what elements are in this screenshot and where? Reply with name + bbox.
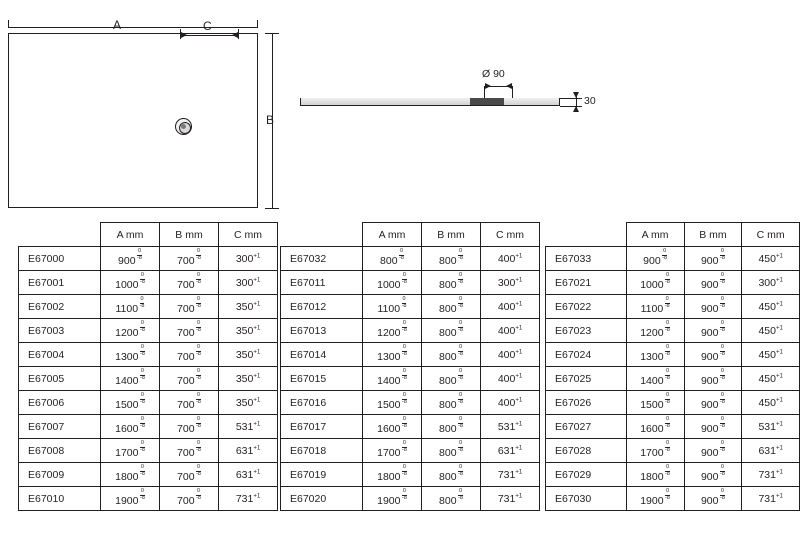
table-header-row: [281, 223, 540, 247]
dim-c-cell: $450^{+1}$: [742, 367, 800, 391]
thickness-arrow-top: [573, 92, 579, 98]
dim-b-cell: 800 $\frac{0}{-8}$: [422, 343, 481, 367]
product-code-cell: E67024: [546, 343, 627, 367]
product-code-cell: E67002: [19, 295, 101, 319]
table-b900: [545, 222, 800, 511]
dim-a-cell: 1300 $\frac{0}{-8}$: [101, 343, 160, 367]
product-code-cell: E67009: [19, 463, 101, 487]
thickness-label: 30: [584, 95, 596, 107]
table-row: [19, 247, 278, 271]
dim-b-cell: 900 $\frac{0}{-8}$: [684, 247, 742, 271]
product-code-cell: E67026: [546, 391, 627, 415]
dim-a-cell: 1200 $\frac{0}{-8}$: [363, 319, 422, 343]
dim-a-cell: 1800 $\frac{0}{-8}$: [101, 463, 160, 487]
table-row: [281, 295, 540, 319]
dim-b-cell: 900 $\frac{0}{-8}$: [684, 487, 742, 511]
table-row: [19, 343, 278, 367]
product-code-cell: E67001: [19, 271, 101, 295]
table-row: [546, 295, 800, 319]
table-row: [546, 247, 800, 271]
table-header-cell: B mm: [684, 223, 742, 247]
dim-c-cell: $731^{+1}$: [742, 487, 800, 511]
dim-c-ext-left: [180, 29, 181, 39]
table-row: [19, 295, 278, 319]
table-row: [19, 415, 278, 439]
diameter-ext-right: [512, 86, 513, 98]
dim-a-cell: 1300 $\frac{0}{-8}$: [626, 343, 684, 367]
dim-c-cell: $350^{+1}$: [219, 367, 278, 391]
dim-a-cell: 1300 $\frac{0}{-8}$: [363, 343, 422, 367]
dim-a-cell: 1600 $\frac{0}{-8}$: [363, 415, 422, 439]
dim-b-cell: 800 $\frac{0}{-8}$: [422, 295, 481, 319]
table-header-row: [19, 223, 278, 247]
dim-b-cell: 900 $\frac{0}{-8}$: [684, 439, 742, 463]
dim-a-cell: 1000 $\frac{0}{-8}$: [363, 271, 422, 295]
product-code-cell: E67022: [546, 295, 627, 319]
dim-b-cell: 700 $\frac{0}{-8}$: [160, 487, 219, 511]
dim-a-cell: 1500 $\frac{0}{-8}$: [363, 391, 422, 415]
product-code-cell: E67003: [19, 319, 101, 343]
dim-c-cell: $400^{+1}$: [481, 367, 540, 391]
table-header-cell: B mm: [160, 223, 219, 247]
product-code-cell: E67029: [546, 463, 627, 487]
product-code-cell: E67020: [281, 487, 363, 511]
dim-b-cell: 900 $\frac{0}{-8}$: [684, 343, 742, 367]
dim-b-cell: 700 $\frac{0}{-8}$: [160, 463, 219, 487]
product-code-cell: E67007: [19, 415, 101, 439]
dim-b-cell: 800 $\frac{0}{-8}$: [422, 271, 481, 295]
product-code-cell: E67021: [546, 271, 627, 295]
table-row: [281, 367, 540, 391]
dim-b-cell: 800 $\frac{0}{-8}$: [422, 439, 481, 463]
product-code-cell: E67030: [546, 487, 627, 511]
dim-a-cell: 1200 $\frac{0}{-8}$: [101, 319, 160, 343]
dim-c-cell: $300^{+1}$: [219, 247, 278, 271]
dim-b-cell: 900 $\frac{0}{-8}$: [684, 367, 742, 391]
table-row: [281, 271, 540, 295]
dim-a-cell: 1700 $\frac{0}{-8}$: [626, 439, 684, 463]
dim-a-cell: 1900 $\frac{0}{-8}$: [101, 487, 160, 511]
dim-c-cell: $450^{+1}$: [742, 391, 800, 415]
product-code-cell: E67015: [281, 367, 363, 391]
table-b800: [280, 222, 540, 511]
diameter-label: Ø 90: [482, 68, 505, 80]
dim-a-cell: 1400 $\frac{0}{-8}$: [626, 367, 684, 391]
dim-c-cell: $300^{+1}$: [742, 271, 800, 295]
dim-c-cell: $350^{+1}$: [219, 343, 278, 367]
table-header-cell: B mm: [422, 223, 481, 247]
dim-c-cell: $631^{+1}$: [481, 439, 540, 463]
dim-c-cell: $631^{+1}$: [219, 439, 278, 463]
dim-a-cell: 1800 $\frac{0}{-8}$: [363, 463, 422, 487]
product-code-cell: E67019: [281, 463, 363, 487]
product-code-cell: E67017: [281, 415, 363, 439]
dim-c-cell: $631^{+1}$: [219, 463, 278, 487]
shower-tray-outline: [8, 33, 258, 208]
dim-c-cell: $450^{+1}$: [742, 295, 800, 319]
table-header-cell: C mm: [742, 223, 800, 247]
product-code-cell: E67025: [546, 367, 627, 391]
table-row: [546, 439, 800, 463]
dim-c-label: C: [203, 19, 212, 33]
table-row: [19, 271, 278, 295]
dim-a-cell: 1100 $\frac{0}{-8}$: [363, 295, 422, 319]
table-row: [19, 487, 278, 511]
table-row: [546, 463, 800, 487]
table-row: [19, 367, 278, 391]
dim-c-cell: $450^{+1}$: [742, 343, 800, 367]
dim-c-cell: $531^{+1}$: [481, 415, 540, 439]
dim-c-cell: $400^{+1}$: [481, 391, 540, 415]
table-b700: [18, 222, 278, 511]
dim-c-cell: $300^{+1}$: [219, 271, 278, 295]
section-profile: [300, 90, 560, 112]
product-code-cell: E67027: [546, 415, 627, 439]
table-row: [281, 487, 540, 511]
thickness-ext-top: [560, 98, 582, 99]
dim-a-cell: 1000 $\frac{0}{-8}$: [101, 271, 160, 295]
dim-a-cell: 900 $\frac{0}{-8}$: [101, 247, 160, 271]
product-code-cell: E67012: [281, 295, 363, 319]
dim-c-cell: $400^{+1}$: [481, 319, 540, 343]
dim-a-tick-right: [257, 20, 258, 27]
table-row: [546, 271, 800, 295]
dim-b-cell: 700 $\frac{0}{-8}$: [160, 439, 219, 463]
dim-b-cell: 900 $\frac{0}{-8}$: [684, 295, 742, 319]
dim-b-cell: 800 $\frac{0}{-8}$: [422, 319, 481, 343]
table-header-blank: [281, 223, 363, 247]
table-row: [281, 343, 540, 367]
table-row: [546, 415, 800, 439]
table-header-cell: C mm: [219, 223, 278, 247]
dim-c-cell: $450^{+1}$: [742, 319, 800, 343]
dim-a-cell: 1600 $\frac{0}{-8}$: [101, 415, 160, 439]
dim-a-cell: 1400 $\frac{0}{-8}$: [101, 367, 160, 391]
product-code-cell: E67000: [19, 247, 101, 271]
dim-c-cell: $531^{+1}$: [742, 415, 800, 439]
dim-a-cell: 1100 $\frac{0}{-8}$: [101, 295, 160, 319]
dim-b-cell: 700 $\frac{0}{-8}$: [160, 343, 219, 367]
table-row: [281, 439, 540, 463]
dim-b-cell: 700 $\frac{0}{-8}$: [160, 367, 219, 391]
product-code-cell: E67033: [546, 247, 627, 271]
dim-b-cell: 700 $\frac{0}{-8}$: [160, 319, 219, 343]
dim-b-cell: 700 $\frac{0}{-8}$: [160, 391, 219, 415]
dim-c-cell: $300^{+1}$: [481, 271, 540, 295]
diameter-arrow-left: [485, 83, 491, 89]
dim-a-label: A: [113, 18, 122, 32]
dim-b-cell: 900 $\frac{0}{-8}$: [684, 391, 742, 415]
dim-a-tick-left: [8, 20, 9, 27]
dim-a-cell: 800 $\frac{0}{-8}$: [363, 247, 422, 271]
dim-b-cell: 900 $\frac{0}{-8}$: [684, 463, 742, 487]
dim-b-cell: 700 $\frac{0}{-8}$: [160, 295, 219, 319]
dim-b-cell: 700 $\frac{0}{-8}$: [160, 247, 219, 271]
table-row: [19, 463, 278, 487]
dim-c-cell: $450^{+1}$: [742, 247, 800, 271]
table-row: [281, 247, 540, 271]
dim-b-cell: 900 $\frac{0}{-8}$: [684, 415, 742, 439]
dim-a-cell: 1000 $\frac{0}{-8}$: [626, 271, 684, 295]
dim-c-cell: $400^{+1}$: [481, 295, 540, 319]
dim-c-cell: $731^{+1}$: [742, 463, 800, 487]
table-row: [546, 487, 800, 511]
table-row: [281, 415, 540, 439]
dim-b-tick-top: [265, 33, 279, 34]
dim-c-arrow-left: [181, 32, 187, 38]
dim-c-cell: $531^{+1}$: [219, 415, 278, 439]
table-row: [281, 391, 540, 415]
dim-c-cell: $731^{+1}$: [219, 487, 278, 511]
table-header-cell: C mm: [481, 223, 540, 247]
product-code-cell: E67023: [546, 319, 627, 343]
dim-c-cell: $350^{+1}$: [219, 295, 278, 319]
dim-b-cell: 800 $\frac{0}{-8}$: [422, 463, 481, 487]
product-code-cell: E67011: [281, 271, 363, 295]
dim-c-line: [180, 35, 238, 36]
dim-b-cell: 800 $\frac{0}{-8}$: [422, 367, 481, 391]
product-code-cell: E67010: [19, 487, 101, 511]
dim-b-cell: 800 $\frac{0}{-8}$: [422, 487, 481, 511]
dim-b-cell: 900 $\frac{0}{-8}$: [684, 271, 742, 295]
table-row: [19, 319, 278, 343]
table-row: [281, 463, 540, 487]
dim-b-cell: 800 $\frac{0}{-8}$: [422, 247, 481, 271]
product-code-cell: E67004: [19, 343, 101, 367]
dim-b-cell: 900 $\frac{0}{-8}$: [684, 319, 742, 343]
table-row: [281, 319, 540, 343]
dim-c-cell: $631^{+1}$: [742, 439, 800, 463]
dim-a-cell: 1700 $\frac{0}{-8}$: [363, 439, 422, 463]
product-code-cell: E67018: [281, 439, 363, 463]
thickness-arrow-bottom: [573, 106, 579, 112]
dim-b-label: B: [266, 113, 275, 127]
dim-c-cell: $731^{+1}$: [481, 487, 540, 511]
table-row: [19, 439, 278, 463]
product-code-cell: E67032: [281, 247, 363, 271]
dim-c-cell: $400^{+1}$: [481, 343, 540, 367]
product-code-cell: E67014: [281, 343, 363, 367]
dim-c-ext-right: [238, 29, 239, 39]
table-header-cell: A mm: [101, 223, 160, 247]
table-row: [546, 343, 800, 367]
dim-a-cell: 1900 $\frac{0}{-8}$: [363, 487, 422, 511]
table-row: [546, 367, 800, 391]
table-row: [546, 391, 800, 415]
product-code-cell: E67028: [546, 439, 627, 463]
dim-a-cell: 1200 $\frac{0}{-8}$: [626, 319, 684, 343]
table-header-blank: [546, 223, 627, 247]
table-row: [546, 319, 800, 343]
dim-b-tick-bottom: [265, 208, 279, 209]
dim-b-cell: 800 $\frac{0}{-8}$: [422, 391, 481, 415]
table-header-cell: A mm: [626, 223, 684, 247]
dim-a-cell: 1700 $\frac{0}{-8}$: [101, 439, 160, 463]
dim-c-cell: $400^{+1}$: [481, 247, 540, 271]
product-code-cell: E67008: [19, 439, 101, 463]
dim-c-cell: $350^{+1}$: [219, 391, 278, 415]
product-code-cell: E67005: [19, 367, 101, 391]
dim-b-cell: 700 $\frac{0}{-8}$: [160, 415, 219, 439]
dim-c-cell: $731^{+1}$: [481, 463, 540, 487]
dim-b-cell: 800 $\frac{0}{-8}$: [422, 415, 481, 439]
table-row: [19, 391, 278, 415]
product-code-cell: E67016: [281, 391, 363, 415]
dim-a-cell: 1600 $\frac{0}{-8}$: [626, 415, 684, 439]
table-header-blank: [19, 223, 101, 247]
product-code-cell: E67013: [281, 319, 363, 343]
dim-a-cell: 900 $\frac{0}{-8}$: [626, 247, 684, 271]
dim-a-cell: 1900 $\frac{0}{-8}$: [626, 487, 684, 511]
diameter-ext-left: [484, 86, 485, 98]
dim-a-line: [8, 27, 258, 28]
dim-a-cell: 1400 $\frac{0}{-8}$: [363, 367, 422, 391]
dim-a-cell: 1100 $\frac{0}{-8}$: [626, 295, 684, 319]
dim-b-cell: 700 $\frac{0}{-8}$: [160, 271, 219, 295]
dim-a-cell: 1500 $\frac{0}{-8}$: [626, 391, 684, 415]
product-code-cell: E67006: [19, 391, 101, 415]
table-header-row: [546, 223, 800, 247]
dim-a-cell: 1500 $\frac{0}{-8}$: [101, 391, 160, 415]
drain-outlet-icon: [175, 118, 192, 135]
table-header-cell: A mm: [363, 223, 422, 247]
dim-a-cell: 1800 $\frac{0}{-8}$: [626, 463, 684, 487]
dim-c-cell: $350^{+1}$: [219, 319, 278, 343]
